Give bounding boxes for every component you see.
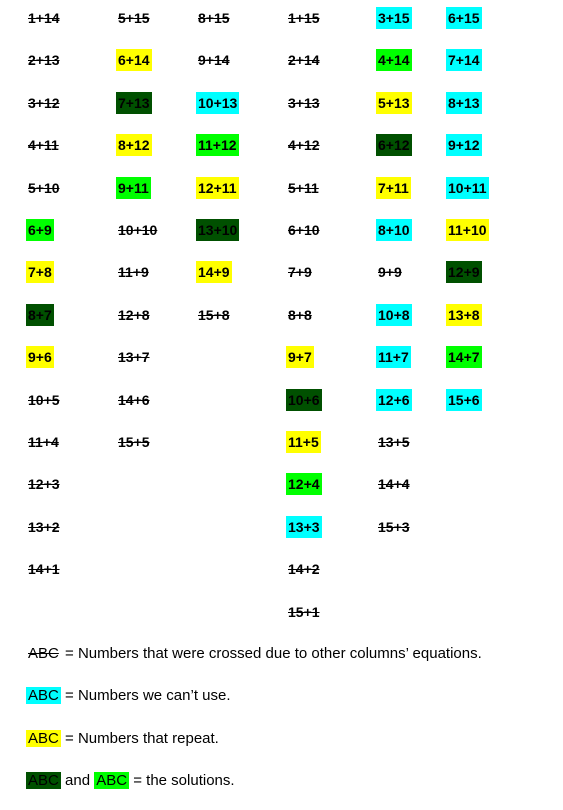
legend-crossed-sample: ABC — [28, 645, 59, 662]
equation-cell: 14+4 — [378, 476, 410, 493]
equation-cell: 11+5 — [286, 431, 321, 453]
equation-cell: 12+9 — [446, 261, 482, 283]
equation-cell: 4+14 — [376, 49, 412, 71]
equation-cell: 8+8 — [288, 306, 312, 323]
equation-cell: 8+10 — [376, 219, 412, 241]
equation-cell: 10+13 — [196, 92, 239, 114]
equation-cell: 14+9 — [196, 261, 232, 283]
equation-cell: 2+13 — [28, 52, 60, 69]
equation-cell: 9+9 — [378, 264, 402, 281]
legend-solutions — [26, 770, 235, 792]
equation-cell: 6+12 — [376, 134, 412, 156]
equation-cell: 10+10 — [118, 222, 158, 238]
equation-cell: 3+15 — [376, 7, 412, 29]
legend-cyan — [26, 685, 231, 707]
legend-crossed-text: = Numbers that were crossed due to other columns’ equations. — [65, 645, 482, 662]
legend-crossed — [26, 643, 482, 665]
equation-cell: 11+9 — [118, 264, 149, 281]
legend-dark-sample: ABC — [28, 772, 59, 789]
equation-cell: 15+8 — [198, 306, 230, 323]
equation-cell: 10+8 — [376, 304, 412, 326]
equation-cell: 9+12 — [446, 134, 482, 156]
equation-cell: 12+8 — [118, 306, 150, 323]
equation-cell: 6+14 — [116, 49, 152, 71]
equation-cell: 4+11 — [28, 137, 59, 154]
equation-cell: 13+3 — [286, 516, 322, 538]
equation-cell: 1+14 — [28, 10, 60, 26]
equation-cell: 5+11 — [288, 179, 319, 196]
equation-cell: 2+14 — [288, 52, 320, 69]
legend-solutions-text: = the solutions. — [133, 772, 235, 789]
equation-cell: 15+1 — [288, 603, 320, 620]
legend-yellow — [26, 728, 219, 750]
equation-cell: 15+6 — [446, 389, 482, 411]
equation-cell: 9+6 — [26, 346, 54, 368]
legend-cyan-text: = Numbers we can’t use. — [65, 687, 231, 704]
equation-cell: 10+11 — [446, 177, 489, 199]
equation-cell: 10+6 — [286, 389, 322, 411]
equation-cell: 13+8 — [446, 304, 482, 326]
equation-cell: 3+13 — [288, 94, 320, 111]
equation-cell: 4+12 — [288, 137, 320, 154]
equation-cell: 12+6 — [376, 389, 412, 411]
equation-cell: 13+2 — [28, 518, 60, 535]
equation-cell: 1+15 — [288, 10, 320, 26]
equation-cell: 14+7 — [446, 346, 482, 368]
legend-yellow-text: = Numbers that repeat. — [65, 730, 219, 747]
equation-cell: 6+10 — [288, 222, 320, 238]
equation-cell: 9+7 — [286, 346, 314, 368]
equation-cell: 8+15 — [198, 10, 230, 26]
legend-and-text: and — [65, 772, 91, 789]
equation-cell: 10+5 — [28, 391, 60, 408]
equation-cell: 3+12 — [28, 94, 60, 111]
equation-cell: 7+8 — [26, 261, 54, 283]
legend-yellow-sample: ABC — [28, 730, 59, 747]
equation-cell: 12+11 — [196, 177, 239, 199]
equation-cell: 8+12 — [116, 134, 152, 156]
equation-cell: 5+15 — [118, 10, 150, 26]
equation-cell: 7+11 — [376, 177, 411, 199]
equation-cell: 7+13 — [116, 92, 152, 114]
equation-cell: 12+3 — [28, 476, 60, 493]
equation-cell: 9+11 — [116, 177, 151, 199]
equation-cell: 8+13 — [446, 92, 482, 114]
equation-cell: 15+3 — [378, 518, 410, 535]
equation-cell: 11+7 — [376, 346, 411, 368]
equation-cell: 5+13 — [376, 92, 412, 114]
equation-cell: 9+14 — [198, 52, 230, 69]
equation-cell: 11+12 — [196, 134, 239, 156]
equation-cell: 14+6 — [118, 391, 150, 408]
equation-cell: 13+10 — [196, 219, 239, 241]
legend-green-sample: ABC — [96, 772, 128, 789]
equation-cell: 11+4 — [28, 434, 59, 450]
equation-cell: 13+5 — [378, 434, 410, 450]
equation-cell: 7+14 — [446, 49, 482, 71]
equation-cell: 15+5 — [118, 434, 150, 450]
legend-cyan-sample: ABC — [28, 687, 59, 704]
equation-cell: 14+2 — [288, 561, 320, 578]
equation-cell: 7+9 — [288, 264, 312, 281]
equation-cell: 12+4 — [286, 473, 322, 495]
equation-cell: 11+10 — [446, 219, 489, 241]
equation-cell: 5+10 — [28, 179, 60, 196]
equation-cell: 6+15 — [446, 7, 482, 29]
equation-cell: 13+7 — [118, 349, 150, 366]
equation-cell: 6+9 — [26, 219, 54, 241]
equation-cell: 14+1 — [28, 561, 60, 578]
equation-cell: 8+7 — [26, 304, 54, 326]
